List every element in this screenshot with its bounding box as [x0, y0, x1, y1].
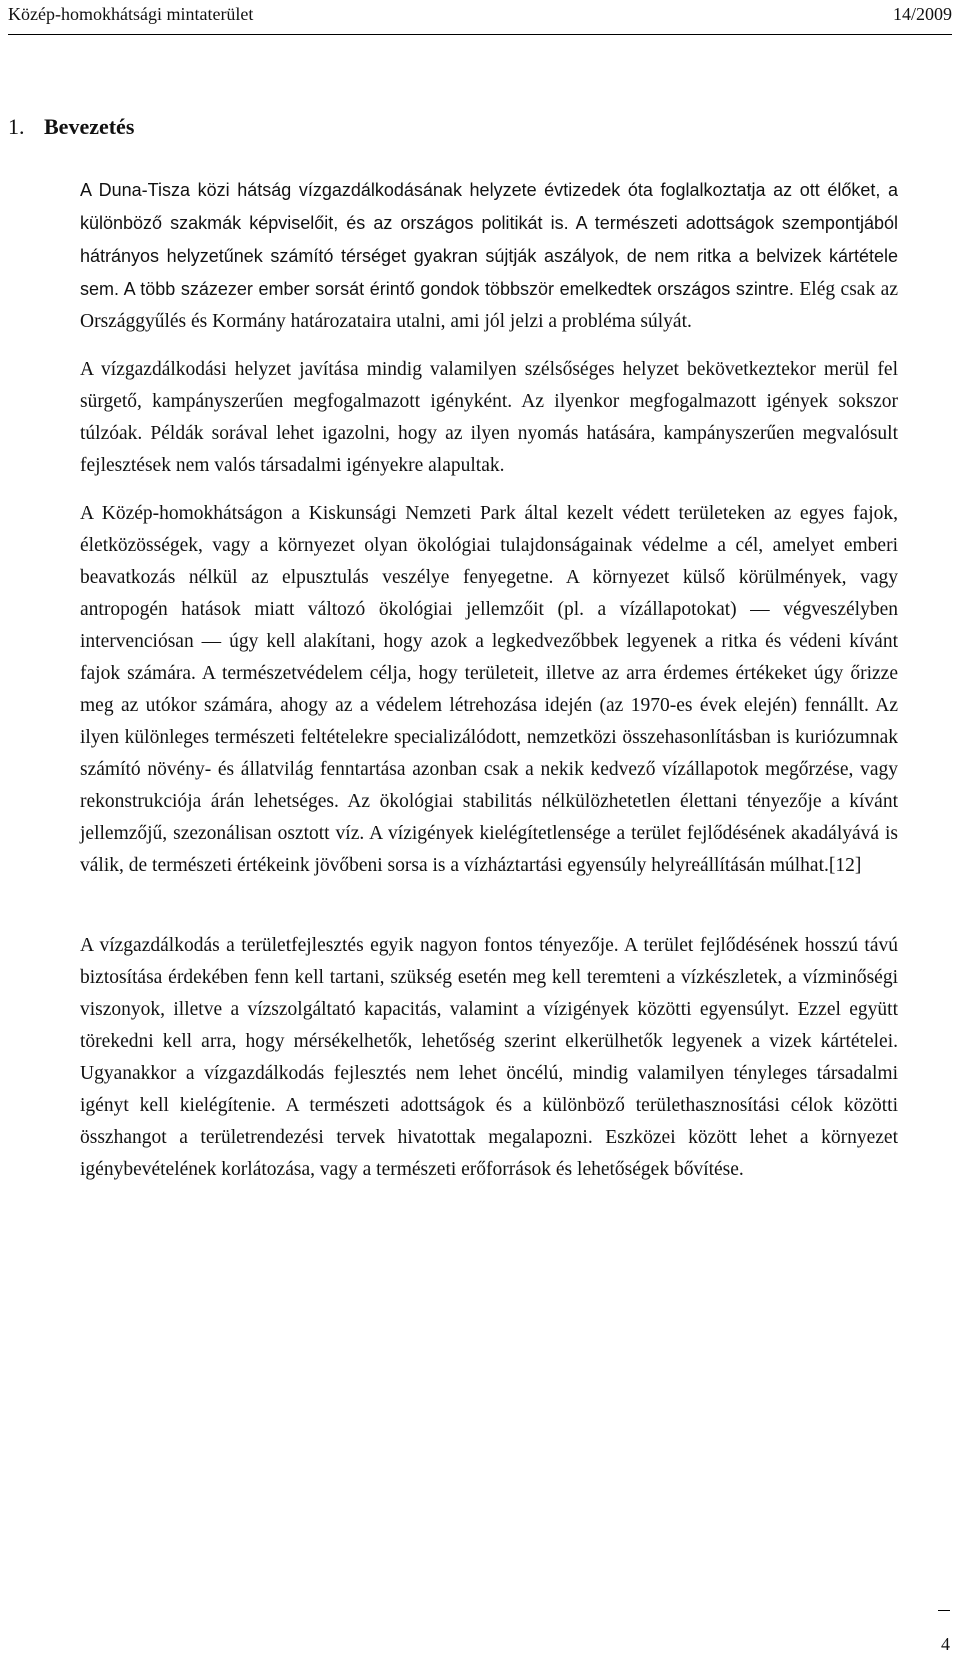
- paragraph-1-sans-text: A Duna-Tisza közi hátság vízgazdálkodásának helyzete évtizedek óta foglalkoztatja az ott élőket, a különböző szakmák képviselőit, és az országos politikát is. A természeti adottságok szempontjából hátrányos helyzetűnek számító térséget gyakran sújtják aszályok, de nem ritka a belvizek kártétele sem. A több százezer ember sorsát érintő gondok többször emelkedtek országos szintre.: [80, 180, 898, 299]
- header-issue-number: 14/2009: [892, 4, 952, 24]
- page-number: 4: [941, 1634, 950, 1654]
- paragraph-1-serif-text: Elég csak az Országgyűlés és Kormány határozataira utalni, ami jól jelzi a probléma súlyát.: [80, 279, 898, 332]
- paragraph-3: A Közép-homokhátságon a Kiskunsági Nemzeti Park által kezelt védett területeken az egyes fajok, életközösségek, vagy a környezet olyan ökológiai tulajdonságainak védelme a cél, amelyet emberi beavatkozás nélkül az elpusztulás veszélye fenyegetne. A környezet külső körülmények, vagy antropogén hatások miatt változó ökológiai jellemzőit (pl. a vízállapotokat) — végveszélyben intervenciósan — úgy kell alakítani, hogy azok a legkedvezőbbek legyenek a ritka és védeni kívánt fajok számára. A természetvédelem célja, hogy területeit, illetve az arra érdemes értékeket úgy őrizze meg az utókor számára, ahogy az a védelem létrehozása idején (az 1970-es évek elején) fennállt. Az ilyen különleges természeti feltételekre specializálódott, nemzetközi összehasonlításban is kuriózumnak számító növény- és állatvilág fenntartása azonban csak a nekik kedvező vízállapotok megőrzése, vagy rekonstrukciója árán lehetséges. Az ökológiai stabilitás nélkülözhetetlen élettani tényezője a kívánt jellemzőjű, szezonálisan osztott víz. A vízigények kielégítetlensége a terület fejlődésének akadályává is válik, de természeti értékeink jövőbeni sorsa is a vízháztartási egyensúly helyreállításán múlhat.[12]: [80, 503, 898, 876]
- footer-rule: [938, 1610, 950, 1611]
- header-title: Közép-homokhátsági mintaterület: [8, 4, 254, 24]
- paragraph-1: [80, 174, 898, 338]
- paragraph-4: A vízgazdálkodás a területfejlesztés egyik nagyon fontos tényezője. A terület fejlődésének hosszú távú biztosítása érdekében fenn kell tartani, szükség esetén meg kell teremteni a vízkészletek, a vízminőségi viszonyok, illetve a vízszolgáltató kapacitás, valamint a vízigények közötti egyensúlyt. Ezzel együtt törekedni kell arra, hogy mérsékelhetők, lehetőség szerint elkerülhetők legyenek a vizek kártételei. Ugyanakkor a vízgazdálkodás fejlesztés nem lehet öncélú, mindig valamilyen tényleges társadalmi igényt kell kielégítenie. A természeti adottságok és a különböző területhasznosítási célok közötti összhangot a területrendezési tervek hivatottak megalapozni. Eszközei között lehet a környezet igénybevételének korlátozása, vagy a természeti erőforrások és lehetőségek bővítése.: [80, 935, 898, 1180]
- section-title: Bevezetés: [44, 114, 135, 139]
- section-number: 1.: [8, 114, 25, 139]
- document-body: [80, 174, 898, 1186]
- section-heading: [8, 112, 134, 142]
- running-header: [8, 0, 952, 35]
- paragraph-2: A vízgazdálkodási helyzet javítása mindig valamilyen szélsőséges helyzet bekövetkeztekor merül fel sürgető, kampányszerűen megfogalmazott igényként. Az ilyenkor megfogalmazott igények sokszor túlzóak. Példák sorával lehet igazolni, hogy az ilyen nyomás hatására, kampányszerűen megvalósult fejlesztések nem valós társadalmi igényekre alapultak.: [80, 359, 898, 476]
